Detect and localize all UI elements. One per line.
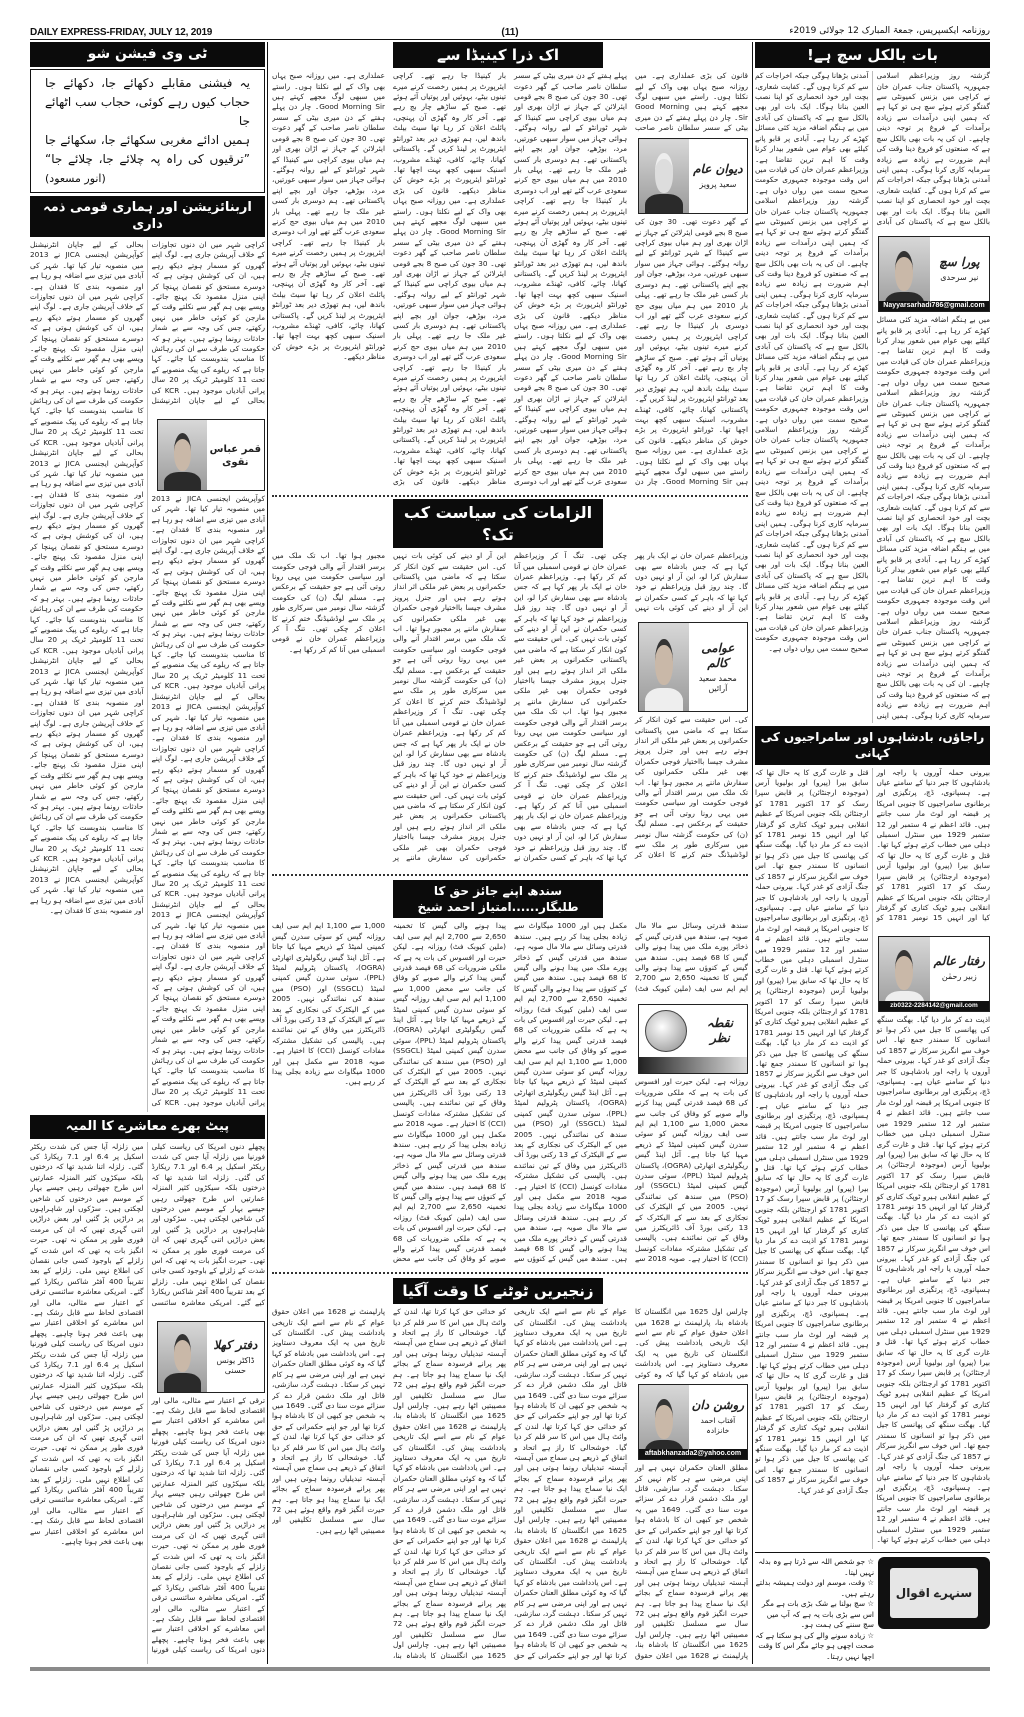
pet-bhare-heading: پیٹ بھرے معاشرے کا المیہ xyxy=(30,1115,265,1139)
columnist-box xyxy=(638,138,748,214)
masthead-rule xyxy=(30,39,990,40)
columnist-name: ڈاکٹر یونس حسنی xyxy=(216,1355,255,1375)
sindh-article xyxy=(272,921,748,1268)
columnist-box xyxy=(157,419,265,491)
zanjeerein-section xyxy=(272,1278,748,1664)
golden-sayings-list xyxy=(755,1557,874,1662)
columnist-photo xyxy=(879,937,930,1011)
masthead-date-urdu: روزنامہ ایکسپریس، جمعۃ المبارک 12 جولائی 2019ء xyxy=(789,26,990,36)
tv-fashion-poem xyxy=(30,69,265,193)
masthead-date-english: DAILY EXPRESS-FRIDAY, JULY 12, 2019 xyxy=(30,27,213,38)
columnist-box xyxy=(638,622,748,712)
decorative-gradient xyxy=(639,1057,747,1073)
columnist-email: aftabkhanzada2@yahoo.com xyxy=(639,1449,747,1459)
poem-line: یہ فیشنی مقابلے دکھائے جا، دکھائے جا xyxy=(45,75,250,90)
baat-article xyxy=(755,71,990,723)
canada-article-body: قانون کی بڑی عملداری ہے۔ میں روزانہ صبح یہاں بھی واک کے لیے نکلتا ہوں۔ راستے میں سبھی لوگ مجھے کہتے ہیں Good Morning Sir۔ چار دن پہلے ہفتے کے دن میری بیٹی کے سسر سلطان ناصر صاحب کے گھر دعوت تھی۔ 30 جون کی صبح 8 بجے قومی ایئرلائن کے جہاز نے اڑان بھری اور ہم میاں بیوی کراچی سے کینیڈا کے شہر ٹورانٹو کے لیے روانہ ہوگئے۔ ہوائی جہاز میں سوار سبھی عورتیں، مرد، بوڑھے، جوان اور بچے اپنے پاکستانی تھے۔ ہم دوسری بار کسی غیر ملک جا رہے تھے۔ پہلی بار 2010 میں ہم میاں بیوی حج کرنے سعودی عرب گئے تھے اور اب دوسری بار کینیڈا جا رہے تھے۔ کراچی ایئرپورٹ پر ہمیں رخصت کرنے میرے تینوں بیٹے، بہوئیں اور پوتیاں آئے ہوئے تھے۔ صبح کے ساڑھے چار بج رہے تھے۔ آخر کار وہ گھڑی آن پہنچی، پائلٹ اعلان کر رہا تھا سیٹ بیلٹ باندھ لیں، ہم تھوڑی دیر بعد ٹورانٹو ایئرپورٹ پر لینڈ کریں گے۔ پاکستانی کھانا، چائے، کافی، ٹھنڈے مشروب، اسنیک سبھی کچھ بہت اچھا تھا۔ ٹورانٹو ایئرپورٹ پر بڑے خوش کن مناظر دیکھے۔ قانون کی بڑی عملداری ہے۔ میں روزانہ صبح یہاں بھی واک کے لیے نکلتا ہوں۔ راستے میں سبھی لوگ مجھے کہتے ہیں Good Morning Sir۔ چار دن پہلے ہفتے کے دن میری بیٹی کے سسر سلطان ناصر صاحب کے گھر دعوت تھی۔ 30 جون کی صبح 8 بجے قومی ایئرلائن کے جہاز نے اڑان بھری اور ہم میاں بیوی کراچی سے کینیڈا کے شہر ٹورانٹو کے لیے روانہ ہوگئے۔ ہوائی جہاز میں سوار سبھی عورتیں، مرد، بوڑھے، جوان اور بچے اپنے پاکستانی تھے۔ ہم دوسری بار کسی غیر ملک جا رہے تھے۔ پہلی بار 2010 میں ہم میاں بیوی حج کرنے سعودی عرب گئے تھے اور اب دوسری بار کینیڈا جا رہے تھے۔ کراچی ایئرپورٹ پر ہمیں رخصت کرنے میرے تینوں بیٹے، بہوئیں اور پوتیاں آئے ہوئے تھے۔ صبح کے ساڑھے چار بج رہے تھے۔ آخر کار وہ گھڑی آن پہنچی، پائلٹ اعلان کر رہا تھا سیٹ بیلٹ باندھ لیں، ہم تھوڑی دیر بعد ٹورانٹو ایئرپورٹ پر لینڈ کریں گے۔ پاکستانی کھانا، چائے، کافی، ٹھنڈے مشروب، اسنیک سبھی کچھ بہت اچھا تھا۔ ٹورانٹو ایئرپورٹ پر بڑے خوش کن مناظر دیکھے۔ قانون کی بڑی عملداری ہے۔ میں روزانہ صبح یہاں بھی واک کے لیے نکلتا ہوں۔ راستے میں سبھی لوگ مجھے کہتے ہیں Good Morning Sir۔ چار دن پہلے ہفتے کے دن میری بیٹی کے سسر سلطان ناصر صاحب کے گھر دعوت تھی۔ 30 جون کی صبح 8 بجے قومی ایئرلائن کے جہاز نے اڑان بھری اور ہم میاں بیوی کراچی سے کینیڈا کے شہر ٹورانٹو کے لیے روانہ ہوگئے۔ ہوائی جہاز میں سوار سبھی عورتیں، مرد، بوڑھے، جوان اور بچے اپنے پاکستانی تھے۔ ہم دوسری بار کسی غیر ملک جا رہے تھے۔ پہلی بار 2010 میں ہم میاں بیوی حج کرنے سعودی عرب گئے تھے اور اب دوسری بار کینیڈا جا رہے تھے۔ کراچی ایئرپورٹ پر ہمیں رخصت کرنے میرے تینوں بیٹے، بہوئیں اور پوتیاں آئے ہوئے تھے۔ صبح کے ساڑھے چار بج رہے تھے۔ آخر کار وہ گھڑی آن پہنچی، پائلٹ اعلان کر رہا تھا سیٹ بیلٹ باندھ لیں، ہم تھوڑی دیر بعد ٹورانٹو ایئرپورٹ پر لینڈ کریں گے۔ پاکستانی کھانا، چائے، کافی، ٹھنڈے مشروب، اسنیک سبھی کچھ بہت اچھا تھا۔ ٹورانٹو ایئرپورٹ پر بڑے خوش کن مناظر دیکھے۔ قانون کی بڑی عملداری ہے۔ میں روزانہ صبح یہاں بھی واک کے لیے نکلتا ہوں۔ راستے میں سبھی لوگ مجھے کہتے ہیں Good Morning Sir۔ چار دن پہلے ہفتے کے دن میری بیٹی کے سسر سلطان ناصر صاحب کے گھر دعوت تھی۔ 30 جون کی صبح 8 بجے قومی ایئرلائن کے جہاز نے اڑان بھری اور ہم میاں بیوی کراچی سے کینیڈا کے شہر ٹورانٹو کے لیے روانہ ہوگئے۔ ہوائی جہاز میں سوار سبھی عورتیں، مرد، بوڑھے، جوان اور بچے اپنے پاکستانی تھے۔ ہم دوسری بار کسی غیر ملک جا رہے تھے۔ پہلی بار 2010 میں ہم میاں بیوی حج کرنے سعودی عرب گئے تھے اور اب دوسری بار کینیڈا جا رہے تھے۔ کراچی ایئرپورٹ پر ہمیں رخصت کرنے میرے تینوں بیٹے، بہوئیں اور پوتیاں آئے ہوئے تھے۔ صبح کے ساڑھے چار بج رہے تھے۔ آخر کار وہ گھڑی آن پہنچی، پائلٹ اعلان کر رہا تھا سیٹ بیلٹ باندھ لیں، ہم تھوڑی دیر بعد ٹورانٹو ایئرپورٹ پر لینڈ کریں گے۔ پاکستانی کھانا، چائے، کافی، ٹھنڈے مشروب، اسنیک سبھی کچھ بہت اچھا تھا۔ ٹورانٹو ایئرپورٹ پر بڑے خوش کن مناظر دیکھے۔ قانون کی بڑی عملداری ہے۔ میں روزانہ صبح یہاں بھی واک کے لیے نکلتا ہوں۔ راستے میں سبھی لوگ مجھے کہتے ہیں Good Morning Sir۔ چار دن پہلے ہفتے کے دن میری بیٹی کے سسر سلطان ناصر صاحب کے گھر دعوت تھی۔ 30 جون کی صبح 8 بجے قومی ایئرلائن کے جہاز نے اڑان بھری اور ہم میاں بیوی کراچی سے کینیڈا کے شہر ٹورانٹو کے لیے روانہ ہوگئے۔ ہوائی جہاز میں سوار سبھی عورتیں، مرد، بوڑھے، جوان اور بچے اپنے پاکستانی تھے۔ ہم دوسری بار کسی غیر ملک جا رہے تھے۔ پہلی بار 2010 میں ہم میاں بیوی حج کرنے سعودی عرب گئے تھے اور اب دوسری بار کینیڈا جا رہے تھے۔ کراچی ایئرپورٹ پر ہمیں رخصت کرنے میرے تینوں بیٹے، بہوئیں اور پوتیاں آئے ہوئے تھے۔ صبح کے ساڑھے چار بج رہے تھے۔ آخر کار وہ گھڑی آن پہنچی، پائلٹ اعلان کر رہا تھا سیٹ بیلٹ باندھ لیں، ہم تھوڑی دیر بعد ٹورانٹو ایئرپورٹ پر لینڈ کریں گے۔ پاکستانی کھانا، چائے، کافی، ٹھنڈے مشروب، اسنیک سبھی کچھ بہت اچھا تھا۔ ٹورانٹو ایئرپورٹ پر بڑے خوش کن مناظر دیکھے۔ xyxy=(272,71,748,487)
urbanization-article xyxy=(30,240,265,1112)
poem-author: (انور مسعود) xyxy=(45,171,106,185)
page-bottom-rule xyxy=(30,1667,990,1671)
columnist-box xyxy=(638,1384,748,1460)
ilzamat-article-body: وزیراعظم عمران خان نے ایک بار پھر کہا ہے کہ جس بادشاہ سے بھی سفارش کرا لو، این آر او نہیں دوں گا۔ چند روز قبل وزیراعظم نے خود کہا تھا کہ باہر کے کسی حکمران نے این آر او دینے کی کوئی بات نہیں کی۔ اس حقیقت سے کون انکار کر سکتا ہے کہ ماضی میں پاکستانی حکمرانوں پر بعض غیر ملکی اثر انداز ہوتے رہے ہیں اور جنرل پرویز مشرف جیسا بااختیار فوجی حکمران بھی غیر ملکی حکمرانوں کی سفارش ماننے پر مجبور ہوا تھا۔ اب تک ملک میں برسر اقتدار آنے والی فوجی حکومت اور سیاسی حکومت میں یہی رونا روتی آئی ہے جو حقیقت کے برعکس ہے۔ مسلم لیگ (ن) کی حکومت گزشتہ سال نومبر میں سرکاری طور پر ملک سے لوڈشیڈنگ ختم کرنے کا اعلان کر چکی تھی۔ تنگ آ کر وزیراعظم عمران خان نے قومی اسمبلی میں آنا کم کر رکھا ہے۔ وزیراعظم عمران خان نے ایک بار پھر کہا ہے کہ جس بادشاہ سے بھی سفارش کرا لو، این آر او نہیں دوں گا۔ چند روز قبل وزیراعظم نے خود کہا تھا کہ باہر کے کسی حکمران نے این آر او دینے کی کوئی بات نہیں کی۔ اس حقیقت سے کون انکار کر سکتا ہے کہ ماضی میں پاکستانی حکمرانوں پر بعض غیر ملکی اثر انداز ہوتے رہے ہیں اور جنرل پرویز مشرف جیسا بااختیار فوجی حکمران بھی غیر ملکی حکمرانوں کی سفارش ماننے پر مجبور ہوا تھا۔ اب تک ملک میں برسر اقتدار آنے والی فوجی حکومت اور سیاسی حکومت میں یہی رونا روتی آئی ہے جو حقیقت کے برعکس ہے۔ مسلم لیگ (ن) کی حکومت گزشتہ سال نومبر میں سرکاری طور پر ملک سے لوڈشیڈنگ ختم کرنے کا اعلان کر چکی تھی۔ تنگ آ کر وزیراعظم عمران خان نے قومی اسمبلی میں آنا کم کر رکھا ہے۔ وزیراعظم عمران خان نے ایک بار پھر کہا ہے کہ جس بادشاہ سے بھی سفارش کرا لو، این آر او نہیں دوں گا۔ چند روز قبل وزیراعظم نے خود کہا تھا کہ باہر کے کسی حکمران نے این آر او دینے کی کوئی بات نہیں کی۔ اس حقیقت سے کون انکار کر سکتا ہے کہ ماضی میں پاکستانی حکمرانوں پر بعض غیر ملکی اثر انداز ہوتے رہے ہیں اور جنرل پرویز مشرف جیسا بااختیار فوجی حکمران بھی غیر ملکی حکمرانوں کی سفارش ماننے پر مجبور ہوا تھا۔ اب تک ملک میں برسر اقتدار آنے والی فوجی حکومت اور سیاسی حکومت میں یہی رونا روتی آئی ہے جو حقیقت کے برعکس ہے۔ مسلم لیگ (ن) کی حکومت گزشتہ سال نومبر میں سرکاری طور پر ملک سے لوڈشیڈنگ ختم کرنے کا اعلان کر چکی تھی۔ تنگ آ کر وزیراعظم عمران خان نے قومی اسمبلی میں آنا کم کر رکھا ہے۔ وزیراعظم عمران خان نے ایک بار پھر کہا ہے کہ جس بادشاہ سے بھی سفارش کرا لو، این آر او نہیں دوں گا۔ چند روز قبل وزیراعظم نے خود کہا تھا کہ باہر کے کسی حکمران نے این آر او دینے کی کوئی بات نہیں کی۔ اس حقیقت سے کون انکار کر سکتا ہے کہ ماضی میں پاکستانی حکمرانوں پر بعض غیر ملکی اثر انداز ہوتے رہے ہیں اور جنرل پرویز مشرف جیسا بااختیار فوجی حکمران بھی غیر ملکی حکمرانوں کی سفارش ماننے پر مجبور ہوا تھا۔ اب تک ملک میں برسر اقتدار آنے والی فوجی حکومت اور سیاسی حکومت میں یہی رونا روتی آئی ہے جو حقیقت کے برعکس ہے۔ مسلم لیگ (ن) کی حکومت گزشتہ سال نومبر میں سرکاری طور پر ملک سے لوڈشیڈنگ ختم کرنے کا اعلان کر چکی تھی۔ تنگ آ کر وزیراعظم عمران خان نے قومی اسمبلی میں آنا کم کر رکھا ہے۔ xyxy=(272,551,748,862)
canada-section xyxy=(272,42,748,492)
columnist-photo xyxy=(158,420,207,490)
sindh-article-body: سندھ قدرتی وسائل سے مالا مال صوبہ ہے، سندھ میں قدرتی گیس کے ذخائر پورے ملک میں پیدا ہونے والی گیس کا 68 فیصد ہیں۔ سندھ میں گیس کے کنوؤں سے پیدا ہونے والی گیس کا تخمینہ 2,650 سے 2,700 ایم ایم سی ایف (ملین کیوبک فٹ) روزانہ ہے۔ لیکن حیرت اور افسوس کی بات یہ ہے کہ ملکی ضروریات کی 68 فیصد قدرتی گیس پیدا کرنے والے صوبے کو وفاق کی جانب سے محض 1,000 سے 1,100 ایم ایم سی ایف روزانہ گیس کو سوئی سدرن گیس کمپنی لمیٹڈ کے ذریعے مہیا کیا جاتا ہے۔ آئل اینڈ گیس ریگولیٹری اتھارٹی (OGRA)، پاکستان پٹرولیم لمیٹڈ (PPL)، سوئی سدرن گیس کمپنی لمیٹڈ (SSGCL) اور (PSO) میں سندھ کی نمائندگی نہیں۔ 2005 میں کے الیکٹرک کی نجکاری کے بعد سے کے الیکٹرک کے 13 رکنی بورڈ آف ڈائریکٹرز میں وفاق کے تین نمائندے ہیں۔ پالیسی کی تشکیل مشترکہ مفادات کونسل (CCI) کا اختیار ہے۔ صوبہ 2018 سے مکمل ہیں اور 1000 میگاواٹ سے زیادہ بجلی پیدا کر رہے ہیں۔ سندھ قدرتی وسائل سے مالا مال صوبہ ہے، سندھ میں قدرتی گیس کے ذخائر پورے ملک میں پیدا ہونے والی گیس کا 68 فیصد ہیں۔ سندھ میں گیس کے کنوؤں سے پیدا ہونے والی گیس کا تخمینہ 2,650 سے 2,700 ایم ایم سی ایف (ملین کیوبک فٹ) روزانہ ہے۔ لیکن حیرت اور افسوس کی بات یہ ہے کہ ملکی ضروریات کی 68 فیصد قدرتی گیس پیدا کرنے والے صوبے کو وفاق کی جانب سے محض 1,000 سے 1,100 ایم ایم سی ایف روزانہ گیس کو سوئی سدرن گیس کمپنی لمیٹڈ کے ذریعے مہیا کیا جاتا ہے۔ آئل اینڈ گیس ریگولیٹری اتھارٹی (OGRA)، پاکستان پٹرولیم لمیٹڈ (PPL)، سوئی سدرن گیس کمپنی لمیٹڈ (SSGCL) اور (PSO) میں سندھ کی نمائندگی نہیں۔ 2005 میں کے الیکٹرک کی نجکاری کے بعد سے کے الیکٹرک کے 13 رکنی بورڈ آف ڈائریکٹرز میں وفاق کے تین نمائندے ہیں۔ پالیسی کی تشکیل مشترکہ مفادات کونسل (CCI) کا اختیار ہے۔ صوبہ 2018 سے مکمل ہیں اور 1000 میگاواٹ سے زیادہ بجلی پیدا کر رہے ہیں۔ سندھ قدرتی وسائل سے مالا مال صوبہ ہے، سندھ میں قدرتی گیس کے ذخائر پورے ملک میں پیدا ہونے والی گیس کا 68 فیصد ہیں۔ سندھ میں گیس کے کنوؤں سے پیدا ہونے والی گیس کا تخمینہ 2,650 سے 2,700 ایم ایم سی ایف (ملین کیوبک فٹ) روزانہ ہے۔ لیکن حیرت اور افسوس کی بات یہ ہے کہ ملکی ضروریات کی 68 فیصد قدرتی گیس پیدا کرنے والے صوبے کو وفاق کی جانب سے محض 1,000 سے 1,100 ایم ایم سی ایف روزانہ گیس کو سوئی سدرن گیس کمپنی لمیٹڈ کے ذریعے مہیا کیا جاتا ہے۔ آئل اینڈ گیس ریگولیٹری اتھارٹی (OGRA)، پاکستان پٹرولیم لمیٹڈ (PPL)، سوئی سدرن گیس کمپنی لمیٹڈ (SSGCL) اور (PSO) میں سندھ کی نمائندگی نہیں۔ 2005 میں کے الیکٹرک کی نجکاری کے بعد سے کے الیکٹرک کے 13 رکنی بورڈ آف ڈائریکٹرز میں وفاق کے تین نمائندے ہیں۔ پالیسی کی تشکیل مشترکہ مفادات کونسل (CCI) کا اختیار ہے۔ صوبہ 2018 سے مکمل ہیں اور 1000 میگاواٹ سے زیادہ بجلی پیدا کر رہے ہیں۔ سندھ قدرتی وسائل سے مالا مال صوبہ ہے، سندھ میں قدرتی گیس کے ذخائر پورے ملک میں پیدا ہونے والی گیس کا 68 فیصد ہیں۔ سندھ میں گیس کے کنوؤں سے پیدا ہونے والی گیس کا تخمینہ 2,650 سے 2,700 ایم ایم سی ایف (ملین کیوبک فٹ) روزانہ ہے۔ لیکن حیرت اور افسوس کی بات یہ ہے کہ ملکی ضروریات کی 68 فیصد قدرتی گیس پیدا کرنے والے صوبے کو وفاق کی جانب سے محض 1,000 سے 1,100 ایم ایم سی ایف روزانہ گیس کو سوئی سدرن گیس کمپنی لمیٹڈ کے ذریعے مہیا کیا جاتا ہے۔ آئل اینڈ گیس ریگولیٹری اتھارٹی (OGRA)، پاکستان پٹرولیم لمیٹڈ (PPL)، سوئی سدرن گیس کمپنی لمیٹڈ (SSGCL) اور (PSO) میں سندھ کی نمائندگی نہیں۔ 2005 میں کے الیکٹرک کی نجکاری کے بعد سے کے الیکٹرک کے 13 رکنی بورڈ آف ڈائریکٹرز میں وفاق کے تین نمائندے ہیں۔ پالیسی کی تشکیل مشترکہ مفادات کونسل (CCI) کا اختیار ہے۔ صوبہ 2018 سے مکمل ہیں اور 1000 میگاواٹ سے زیادہ بجلی پیدا کر رہے ہیں۔ xyxy=(272,921,748,1264)
saying-item: ☆ سچ بولنا بے شک بڑی بات ہے مگر اس سے بڑی بات یہ ہے کہ آپ میں سچ سننے کی ہمت ہو۔ xyxy=(761,1599,874,1629)
nuqta-nazar-box xyxy=(638,1004,748,1074)
columnist-photo xyxy=(639,139,689,213)
page-number: (11) xyxy=(501,27,519,38)
column-title: پورا سچ xyxy=(938,254,980,269)
saying-item: ☆ وقت، موسم اور دولت ہمیشہ بدلتے رہتے ہیں۔ xyxy=(755,1578,874,1598)
columnist-box xyxy=(157,1321,265,1393)
columnist-name: سعید پرویز xyxy=(699,180,737,190)
sindh-section xyxy=(272,880,748,1268)
section-separator xyxy=(272,1272,748,1274)
columnist-photo xyxy=(639,623,689,711)
column-title: روشن دان xyxy=(691,1397,745,1412)
poem-line: ہمیں ادائے مغربی سکھائے جا، سکھائے جا xyxy=(45,132,250,147)
columnist-name: آفتاب احمد خانزادہ xyxy=(700,1415,736,1435)
columnist-box xyxy=(878,236,990,312)
globe-icon xyxy=(639,1005,693,1057)
pet-bhare-article-body: پچھلے دنوں امریکا کی ریاست کیلی فورنیا میں زلزلہ آیا جس کی شدت ریکٹر اسکیل پر 6.4 اور 7.1 ریکارڈ کی گئی۔ زلزلہ اتنا شدید تھا کہ درختوں بلکہ سیکڑوں کثیر المنزلہ عمارتیں اس طرح جھولتی رہیں جیسے بہار کے موسم میں درختوں کی شاخیں لچکتی ہیں۔ سڑکوں اور شاہراہوں پر دراڑیں پڑ گئیں اور بعض دراڑیں اتنی گہری تھیں کہ ان کی مرمت فوری طور پر ممکن نہ تھی۔ حیرت انگیز بات یہ تھی کہ اس شدت کے زلزلے کے باوجود کسی جانی نقصان کی اطلاع نہیں ملی۔ زلزلے کے بعد تقریباً 400 آفٹر شاکس ریکارڈ کیے گئے۔ امریکی معاشرہ سائنسی ترقی کے اعتبار سے مثالی، مالی اور اقتصادی لحاظ سے قابل رشک ہے۔ اس معاشرے کو اخلاقی اعتبار سے بھی باعث فخر ہونا چاہیے۔ پچھلے دنوں امریکا کی ریاست کیلی فورنیا میں زلزلہ آیا جس کی شدت ریکٹر اسکیل پر 6.4 اور 7.1 ریکارڈ کی گئی۔ زلزلہ اتنا شدید تھا کہ درختوں بلکہ سیکڑوں کثیر المنزلہ عمارتیں اس طرح جھولتی رہیں جیسے بہار کے موسم میں درختوں کی شاخیں لچکتی ہیں۔ سڑکوں اور شاہراہوں پر دراڑیں پڑ گئیں اور بعض دراڑیں اتنی گہری تھیں کہ ان کی مرمت فوری طور پر ممکن نہ تھی۔ حیرت انگیز بات یہ تھی کہ اس شدت کے زلزلے کے باوجود کسی جانی نقصان کی اطلاع نہیں ملی۔ زلزلے کے بعد تقریباً 400 آفٹر شاکس ریکارڈ کیے گئے۔ امریکی معاشرہ سائنسی ترقی کے اعتبار سے مثالی، مالی اور اقتصادی لحاظ سے قابل رشک ہے۔ اس معاشرے کو اخلاقی اعتبار سے بھی باعث فخر ہونا چاہیے۔ پچھلے دنوں امریکا کی ریاست کیلی فورنیا میں زلزلہ آیا جس کی شدت ریکٹر اسکیل پر 6.4 اور 7.1 ریکارڈ کی گئی۔ زلزلہ اتنا شدید تھا کہ درختوں بلکہ سیکڑوں کثیر المنزلہ عمارتیں اس طرح جھولتی رہیں جیسے بہار کے موسم میں درختوں کی شاخیں لچکتی ہیں۔ سڑکوں اور شاہراہوں پر دراڑیں پڑ گئیں اور بعض دراڑیں اتنی گہری تھیں کہ ان کی مرمت فوری طور پر ممکن نہ تھی۔ حیرت انگیز بات یہ تھی کہ اس شدت کے زلزلے کے باوجود کسی جانی نقصان کی اطلاع نہیں ملی۔ زلزلے کے بعد تقریباً 400 آفٹر شاکس ریکارڈ کیے گئے۔ امریکی معاشرہ سائنسی ترقی کے اعتبار سے مثالی، مالی اور اقتصادی لحاظ سے قابل رشک ہے۔ اس معاشرے کو اخلاقی اعتبار سے بھی باعث فخر ہونا چاہیے۔ پچھلے دنوں امریکا کی ریاست کیلی فورنیا میں زلزلہ آیا جس کی شدت ریکٹر اسکیل پر 6.4 اور 7.1 ریکارڈ کی گئی۔ زلزلہ اتنا شدید تھا کہ درختوں بلکہ سیکڑوں کثیر المنزلہ عمارتیں اس طرح جھولتی رہیں جیسے بہار کے موسم میں درختوں کی شاخیں لچکتی ہیں۔ سڑکوں اور شاہراہوں پر دراڑیں پڑ گئیں اور بعض دراڑیں اتنی گہری تھیں کہ ان کی مرمت فوری طور پر ممکن نہ تھی۔ حیرت انگیز بات یہ تھی کہ اس شدت کے زلزلے کے باوجود کسی جانی نقصان کی اطلاع نہیں ملی۔ زلزلے کے بعد تقریباً 400 آفٹر شاکس ریکارڈ کیے گئے۔ امریکی معاشرہ سائنسی ترقی کے اعتبار سے مثالی، مالی اور اقتصادی لحاظ سے قابل رشک ہے۔ اس معاشرے کو اخلاقی اعتبار سے بھی باعث فخر ہونا چاہیے۔ xyxy=(30,1141,265,1655)
urbanization-heading: اربنائزیشن اور ہماری قومی ذمہ داری xyxy=(30,196,265,237)
ilzamat-section xyxy=(272,499,748,870)
saying-item: ☆ زیادہ سونے والے کی ہو سکتا ہے کہ صحت اچھی ہو جائے مگر اس کا وقت اچھا نہیں رہتا۔ xyxy=(755,1630,874,1661)
column-divider xyxy=(267,42,268,1664)
right-column xyxy=(755,42,990,1662)
ilzamat-article xyxy=(272,551,748,870)
golden-sayings-title: سنہرے اقوال xyxy=(895,1585,973,1600)
column-divider xyxy=(752,42,753,1664)
sindh-heading: سندھ اپنے جائز حق کا طلبگار......امتیاز احمد شیخ xyxy=(393,880,603,918)
section-rule xyxy=(755,1552,990,1553)
urbanization-article-body: کراچی شہر میں ان دنوں تجاوزات کے خلاف آپریشن جاری ہے۔ لوگ اپنے گھروں کو مسمار ہوتے دیکھ رہے ہیں، ان کی کوشش ہوتی ہے کہ دوسرے مستحق کو نقصان پہنچا کر اپنی منزل مقصود تک پہنچ جائے۔ ویسے بھی ہم گھر سے نکلتے وقت کے مارجن کو کوئی خاطر میں نہیں رکھتے، جس کی وجہ سے بے شمار حادثات رونما ہوتے ہیں۔ بہتر ہو کہ حکومت کی طرف سے ان کی رہائش کا مناسب بندوبست کیا جائے۔ کہا جاتا ہے کہ ریلوے کی پیک منصوبے کے تحت 11 کلومیٹر ٹریک پر 20 سال پرانی آبادیاں موجود ہیں۔ KCR کی بحالی کے لیے جاپان انٹرنیشنل کوآپریشن ایجنسی JICA نے 2013 میں منصوبہ تیار کیا تھا۔ شہر کی آبادی میں تیزی سے اضافہ ہو رہا ہے اور منصوبہ بندی کا فقدان ہے۔ کراچی شہر میں ان دنوں تجاوزات کے خلاف آپریشن جاری ہے۔ لوگ اپنے گھروں کو مسمار ہوتے دیکھ رہے ہیں، ان کی کوشش ہوتی ہے کہ دوسرے مستحق کو نقصان پہنچا کر اپنی منزل مقصود تک پہنچ جائے۔ ویسے بھی ہم گھر سے نکلتے وقت کے مارجن کو کوئی خاطر میں نہیں رکھتے، جس کی وجہ سے بے شمار حادثات رونما ہوتے ہیں۔ بہتر ہو کہ حکومت کی طرف سے ان کی رہائش کا مناسب بندوبست کیا جائے۔ کہا جاتا ہے کہ ریلوے کی پیک منصوبے کے تحت 11 کلومیٹر ٹریک پر 20 سال پرانی آبادیاں موجود ہیں۔ KCR کی بحالی کے لیے جاپان انٹرنیشنل کوآپریشن ایجنسی JICA نے 2013 میں منصوبہ تیار کیا تھا۔ شہر کی آبادی میں تیزی سے اضافہ ہو رہا ہے اور منصوبہ بندی کا فقدان ہے۔ کراچی شہر میں ان دنوں تجاوزات کے خلاف آپریشن جاری ہے۔ لوگ اپنے گھروں کو مسمار ہوتے دیکھ رہے ہیں، ان کی کوشش ہوتی ہے کہ دوسرے مستحق کو نقصان پہنچا کر اپنی منزل مقصود تک پہنچ جائے۔ ویسے بھی ہم گھر سے نکلتے وقت کے مارجن کو کوئی خاطر میں نہیں رکھتے، جس کی وجہ سے بے شمار حادثات رونما ہوتے ہیں۔ بہتر ہو کہ حکومت کی طرف سے ان کی رہائش کا مناسب بندوبست کیا جائے۔ کہا جاتا ہے کہ ریلوے کی پیک منصوبے کے تحت 11 کلومیٹر ٹریک پر 20 سال پرانی آبادیاں موجود ہیں۔ KCR کی بحالی کے لیے جاپان انٹرنیشنل کوآپریشن ایجنسی JICA نے 2013 میں منصوبہ تیار کیا تھا۔ شہر کی آبادی میں تیزی سے اضافہ ہو رہا ہے اور منصوبہ بندی کا فقدان ہے۔ کراچی شہر میں ان دنوں تجاوزات کے خلاف آپریشن جاری ہے۔ لوگ اپنے گھروں کو مسمار ہوتے دیکھ رہے ہیں، ان کی کوشش ہوتی ہے کہ دوسرے مستحق کو نقصان پہنچا کر اپنی منزل مقصود تک پہنچ جائے۔ ویسے بھی ہم گھر سے نکلتے وقت کے مارجن کو کوئی خاطر میں نہیں رکھتے، جس کی وجہ سے بے شمار حادثات رونما ہوتے ہیں۔ بہتر ہو کہ حکومت کی طرف سے ان کی رہائش کا مناسب بندوبست کیا جائے۔ کہا جاتا ہے کہ ریلوے کی پیک منصوبے کے تحت 11 کلومیٹر ٹریک پر 20 سال پرانی آبادیاں موجود ہیں۔ KCR کی بحالی کے لیے جاپان انٹرنیشنل کوآپریشن ایجنسی JICA نے 2013 میں منصوبہ تیار کیا تھا۔ شہر کی آبادی میں تیزی سے اضافہ ہو رہا ہے اور منصوبہ بندی کا فقدان ہے۔ کراچی شہر میں ان دنوں تجاوزات کے خلاف آپریشن جاری ہے۔ لوگ اپنے گھروں کو مسمار ہوتے دیکھ رہے ہیں، ان کی کوشش ہوتی ہے کہ دوسرے مستحق کو نقصان پہنچا کر اپنی منزل مقصود تک پہنچ جائے۔ ویسے بھی ہم گھر سے نکلتے وقت کے مارجن کو کوئی خاطر میں نہیں رکھتے، جس کی وجہ سے بے شمار حادثات رونما ہوتے ہیں۔ بہتر ہو کہ حکومت کی طرف سے ان کی رہائش کا مناسب بندوبست کیا جائے۔ کہا جاتا ہے کہ ریلوے کی پیک منصوبے کے تحت 11 کلومیٹر ٹریک پر 20 سال پرانی آبادیاں موجود ہیں۔ KCR کی بحالی کے لیے جاپان انٹرنیشنل کوآپریشن ایجنسی JICA نے 2013 میں منصوبہ تیار کیا تھا۔ شہر کی آبادی میں تیزی سے اضافہ ہو رہا ہے اور منصوبہ بندی کا فقدان ہے۔ کراچی شہر میں ان دنوں تجاوزات کے خلاف آپریشن جاری ہے۔ لوگ اپنے گھروں کو مسمار ہوتے دیکھ رہے ہیں، ان کی کوشش ہوتی ہے کہ دوسرے مستحق کو نقصان پہنچا کر اپنی منزل مقصود تک پہنچ جائے۔ ویسے بھی ہم گھر سے نکلتے وقت کے مارجن کو کوئی خاطر میں نہیں رکھتے، جس کی وجہ سے بے شمار حادثات رونما ہوتے ہیں۔ بہتر ہو کہ حکومت کی طرف سے ان کی رہائش کا مناسب بندوبست کیا جائے۔ کہا جاتا ہے کہ ریلوے کی پیک منصوبے کے تحت 11 کلومیٹر ٹریک پر 20 سال پرانی آبادیاں موجود ہیں۔ KCR کی بحالی کے لیے جاپان انٹرنیشنل کوآپریشن ایجنسی JICA نے 2013 میں منصوبہ تیار کیا تھا۔ شہر کی آبادی میں تیزی سے اضافہ ہو رہا ہے اور منصوبہ بندی کا فقدان ہے۔ کراچی شہر میں ان دنوں تجاوزات کے خلاف آپریشن جاری ہے۔ لوگ اپنے گھروں کو مسمار ہوتے دیکھ رہے ہیں، ان کی کوشش ہوتی ہے کہ دوسرے مستحق کو نقصان پہنچا کر اپنی منزل مقصود تک پہنچ جائے۔ ویسے بھی ہم گھر سے نکلتے وقت کے مارجن کو کوئی خاطر میں نہیں رکھتے، جس کی وجہ سے بے شمار حادثات رونما ہوتے ہیں۔ بہتر ہو کہ حکومت کی طرف سے ان کی رہائش کا مناسب بندوبست کیا جائے۔ کہا جاتا ہے کہ ریلوے کی پیک منصوبے کے تحت 11 کلومیٹر ٹریک پر 20 سال پرانی آبادیاں موجود ہیں۔ KCR کی بحالی کے لیے جاپان انٹرنیشنل کوآپریشن ایجنسی JICA نے 2013 میں منصوبہ تیار کیا تھا۔ شہر کی آبادی میں تیزی سے اضافہ ہو رہا ہے اور منصوبہ بندی کا فقدان ہے۔ xyxy=(30,239,265,1107)
columnist-email: Nayyarsarhadi786@gmail.com xyxy=(879,301,989,311)
column-title: دیوان عام xyxy=(693,162,743,177)
golden-sayings-box xyxy=(878,1557,990,1629)
canada-article xyxy=(272,71,748,492)
zanjeerein-article xyxy=(272,1307,748,1664)
baat-heading: بات بالکل سچ ہے! xyxy=(755,42,990,68)
rajaon-article xyxy=(755,768,990,1549)
rajaon-heading: راجاؤں، بادشاہوں اور سامراجیوں کی کہانی xyxy=(755,726,990,764)
zanjeerein-heading: زنجیریں ٹوٹنے کا وقت آگیا xyxy=(393,1278,603,1304)
section-separator xyxy=(272,495,748,497)
column-title: دفتر کھلا xyxy=(213,1337,258,1352)
tv-fashion-heading: ٹی وی فیشن شو xyxy=(30,42,265,67)
canada-heading: اک ذرا کینیڈا سے xyxy=(393,42,603,68)
poem-line: ”ترقیوں کی راہ پہ چلائے جا، چلائے جا“ xyxy=(45,151,250,166)
left-column xyxy=(30,42,265,1664)
columnist-name: زبیر رحمٰن xyxy=(941,972,977,982)
ilzamat-heading: الزامات کی سیاست کب تک؟ xyxy=(393,499,603,548)
saying-item: ☆ جو شخص اللہ سے ڈرتا ہے وہ بدلہ نہیں لیتا۔ xyxy=(758,1557,874,1577)
pet-bhare-article xyxy=(30,1142,265,1664)
poem-line: حجاب کیوں رہے کوئی، حجاب سب اٹھائے جا xyxy=(45,94,250,128)
columnist-name: قمر عباس نقوی xyxy=(209,444,262,469)
section-separator xyxy=(272,874,748,876)
zanjeerein-article-body: چارلس اول 1625 میں انگلستان کا بادشاہ بنا، پارلیمنٹ نے 1628 میں اعلان حقوق عوام کے نام سے اسے ایک تاریخی یادداشت پیش کی۔ انگلستان کی تاریخ میں یہ ایک معروف دستاویز ہے۔ اس یادداشت میں بادشاہ کو کہا گیا کہ وہ کوئی مطلق العنان حکمران نہیں ہے اور اپنی مرضی سے ہر کام نہیں کر سکتا۔ دہشت گرد، سازشی، قاتل اور ملک دشمن قرار دے کر سزائے موت سنا دی گئی۔ 1649 میں یہ شخص جو کبھی ان کا بادشاہ ہوا کرتا تھا اور جو اپنے حکمرانی کے حق کو خدائی حق کہا کرتا تھا، لندن کے وائٹ ہال میں اس کا سر قلم کر دیا گیا۔ خوشحالی کا راز ہے اتحاد و اتفاق کے ذریعے ہی سماج میں آہستہ آہستہ تبدیلیاں رونما ہوتی ہیں اور پھر پرانے فرسودہ سماج کے بجائے ایک نیا سماج پیدا ہو جاتا ہے۔ ہم حیرت انگیز قوم واقع ہوئے ہیں 72 سال سے مسلسل تکلیفیں اور مصیبتیں اٹھا رہے ہیں۔ چارلس اول 1625 میں انگلستان کا بادشاہ بنا، پارلیمنٹ نے 1628 میں اعلان حقوق عوام کے نام سے اسے ایک تاریخی یادداشت پیش کی۔ انگلستان کی تاریخ میں یہ ایک معروف دستاویز ہے۔ اس یادداشت میں بادشاہ کو کہا گیا کہ وہ کوئی مطلق العنان حکمران نہیں ہے اور اپنی مرضی سے ہر کام نہیں کر سکتا۔ دہشت گرد، سازشی، قاتل اور ملک دشمن قرار دے کر سزائے موت سنا دی گئی۔ 1649 میں یہ شخص جو کبھی ان کا بادشاہ ہوا کرتا تھا اور جو اپنے حکمرانی کے حق کو خدائی حق کہا کرتا تھا، لندن کے وائٹ ہال میں اس کا سر قلم کر دیا گیا۔ خوشحالی کا راز ہے اتحاد و اتفاق کے ذریعے ہی سماج میں آہستہ آہستہ تبدیلیاں رونما ہوتی ہیں اور پھر پرانے فرسودہ سماج کے بجائے ایک نیا سماج پیدا ہو جاتا ہے۔ ہم حیرت انگیز قوم واقع ہوئے ہیں 72 سال سے مسلسل تکلیفیں اور مصیبتیں اٹھا رہے ہیں۔ چارلس اول 1625 میں انگلستان کا بادشاہ بنا، پارلیمنٹ نے 1628 میں اعلان حقوق عوام کے نام سے اسے ایک تاریخی یادداشت پیش کی۔ انگلستان کی تاریخ میں یہ ایک معروف دستاویز ہے۔ اس یادداشت میں بادشاہ کو کہا گیا کہ وہ کوئی مطلق العنان حکمران نہیں ہے اور اپنی مرضی سے ہر کام نہیں کر سکتا۔ دہشت گرد، سازشی، قاتل اور ملک دشمن قرار دے کر سزائے موت سنا دی گئی۔ 1649 میں یہ شخص جو کبھی ان کا بادشاہ ہوا کرتا تھا اور جو اپنے حکمرانی کے حق کو خدائی حق کہا کرتا تھا، لندن کے وائٹ ہال میں اس کا سر قلم کر دیا گیا۔ خوشحالی کا راز ہے اتحاد و اتفاق کے ذریعے ہی سماج میں آہستہ آہستہ تبدیلیاں رونما ہوتی ہیں اور پھر پرانے فرسودہ سماج کے بجائے ایک نیا سماج پیدا ہو جاتا ہے۔ ہم حیرت انگیز قوم واقع ہوئے ہیں 72 سال سے مسلسل تکلیفیں اور مصیبتیں اٹھا رہے ہیں۔ چارلس اول 1625 میں انگلستان کا بادشاہ بنا، پارلیمنٹ نے 1628 میں اعلان حقوق عوام کے نام سے اسے ایک تاریخی یادداشت پیش کی۔ انگلستان کی تاریخ میں یہ ایک معروف دستاویز ہے۔ اس یادداشت میں بادشاہ کو کہا گیا کہ وہ کوئی مطلق العنان حکمران نہیں ہے اور اپنی مرضی سے ہر کام نہیں کر سکتا۔ دہشت گرد، سازشی، قاتل اور ملک دشمن قرار دے کر سزائے موت سنا دی گئی۔ 1649 میں یہ شخص جو کبھی ان کا بادشاہ ہوا کرتا تھا اور جو اپنے حکمرانی کے حق کو خدائی حق کہا کرتا تھا، لندن کے وائٹ ہال میں اس کا سر قلم کر دیا گیا۔ خوشحالی کا راز ہے اتحاد و اتفاق کے ذریعے ہی سماج میں آہستہ آہستہ تبدیلیاں رونما ہوتی ہیں اور پھر پرانے فرسودہ سماج کے بجائے ایک نیا سماج پیدا ہو جاتا ہے۔ ہم حیرت انگیز قوم واقع ہوئے ہیں 72 سال سے مسلسل تکلیفیں اور مصیبتیں اٹھا رہے ہیں۔ چارلس اول 1625 میں انگلستان کا بادشاہ بنا، پارلیمنٹ نے 1628 میں اعلان حقوق عوام کے نام سے اسے ایک تاریخی یادداشت پیش کی۔ انگلستان کی تاریخ میں یہ ایک معروف دستاویز ہے۔ اس یادداشت میں بادشاہ کو کہا گیا کہ وہ کوئی مطلق العنان حکمران نہیں ہے اور اپنی مرضی سے ہر کام نہیں کر سکتا۔ دہشت گرد، سازشی، قاتل اور ملک دشمن قرار دے کر سزائے موت سنا دی گئی۔ 1649 میں یہ شخص جو کبھی ان کا بادشاہ ہوا کرتا تھا اور جو اپنے حکمرانی کے حق کو خدائی حق کہا کرتا تھا، لندن کے وائٹ ہال میں اس کا سر قلم کر دیا گیا۔ خوشحالی کا راز ہے اتحاد و اتفاق کے ذریعے ہی سماج میں آہستہ آہستہ تبدیلیاں رونما ہوتی ہیں اور پھر پرانے فرسودہ سماج کے بجائے ایک نیا سماج پیدا ہو جاتا ہے۔ ہم حیرت انگیز قوم واقع ہوئے ہیں 72 سال سے مسلسل تکلیفیں اور مصیبتیں اٹھا رہے ہیں۔ xyxy=(272,1307,748,1660)
columnist-photo xyxy=(639,1385,689,1459)
column-title: رفتار عالم xyxy=(933,954,985,969)
golden-sayings-section xyxy=(755,1557,990,1662)
columnist-name: محمد سعید آرائیں xyxy=(698,673,737,693)
scroll-icon xyxy=(890,1568,977,1618)
columnist-email: zb0322-2284142@gmail.com xyxy=(879,1001,989,1011)
columnist-name: نیر سرحدی xyxy=(940,272,979,282)
columnist-box xyxy=(878,936,990,1012)
column-title: عوامی کالم xyxy=(701,640,735,670)
columnist-photo xyxy=(879,237,930,311)
baat-article-body: گزشتہ روز وزیراعظم اسلامی جمہوریہ پاکستان جناب عمران خان نے کراچی میں بزنس کمیونٹی سے گفتگو کرتے ہوئے سچ ہی تو کہا ہے کہ ہمیں اپنی درآمدات سے زیادہ برآمدات کے فروغ پر توجہ دینی چاہیے۔ ان کی یہ بات بھی بالکل سچ ہے کہ صنعتوں کو فروغ دینا وقت کی اہم ضرورت ہے زیادہ سے زیادہ سرمایہ کاری کرنا ہوگی۔ ہمیں اپنی آمدنی بڑھانا ہوگی جبکہ اخراجات کم سے کم کرنا ہوں گے۔ کفایت شعاری، بچت اور خود انحصاری کو اپنا نصب العین بنانا ہوگا۔ ایک بات اور بھی بالکل سچ ہے کہ پاکستان کی آبادی میں بے ہنگم اضافہ مزید کئی مسائل کھڑے کر رہا ہے۔ آبادی پر قابو پانے کیلئے بھی عوام میں شعور بیدار کرنا وقت کا اہم ترین تقاضا ہے۔ وزیراعظم عمران خان کی قیادت میں اس وقت موجودہ جمہوری حکومت صحیح سمت میں رواں دواں ہے۔ گزشتہ روز وزیراعظم اسلامی جمہوریہ پاکستان جناب عمران خان نے کراچی میں بزنس کمیونٹی سے گفتگو کرتے ہوئے سچ ہی تو کہا ہے کہ ہمیں اپنی درآمدات سے زیادہ برآمدات کے فروغ پر توجہ دینی چاہیے۔ ان کی یہ بات بھی بالکل سچ ہے کہ صنعتوں کو فروغ دینا وقت کی اہم ضرورت ہے زیادہ سے زیادہ سرمایہ کاری کرنا ہوگی۔ ہمیں اپنی آمدنی بڑھانا ہوگی جبکہ اخراجات کم سے کم کرنا ہوں گے۔ کفایت شعاری، بچت اور خود انحصاری کو اپنا نصب العین بنانا ہوگا۔ ایک بات اور بھی بالکل سچ ہے کہ پاکستان کی آبادی میں بے ہنگم اضافہ مزید کئی مسائل کھڑے کر رہا ہے۔ آبادی پر قابو پانے کیلئے بھی عوام میں شعور بیدار کرنا وقت کا اہم ترین تقاضا ہے۔ وزیراعظم عمران خان کی قیادت میں اس وقت موجودہ جمہوری حکومت صحیح سمت میں رواں دواں ہے۔ گزشتہ روز وزیراعظم اسلامی جمہوریہ پاکستان جناب عمران خان نے کراچی میں بزنس کمیونٹی سے گفتگو کرتے ہوئے سچ ہی تو کہا ہے کہ ہمیں اپنی درآمدات سے زیادہ برآمدات کے فروغ پر توجہ دینی چاہیے۔ ان کی یہ بات بھی بالکل سچ ہے کہ صنعتوں کو فروغ دینا وقت کی اہم ضرورت ہے زیادہ سے زیادہ سرمایہ کاری کرنا ہوگی۔ ہمیں اپنی آمدنی بڑھانا ہوگی جبکہ اخراجات کم سے کم کرنا ہوں گے۔ کفایت شعاری، بچت اور خود انحصاری کو اپنا نصب العین بنانا ہوگا۔ ایک بات اور بھی بالکل سچ ہے کہ پاکستان کی آبادی میں بے ہنگم اضافہ مزید کئی مسائل کھڑے کر رہا ہے۔ آبادی پر قابو پانے کیلئے بھی عوام میں شعور بیدار کرنا وقت کا اہم ترین تقاضا ہے۔ وزیراعظم عمران خان کی قیادت میں اس وقت موجودہ جمہوری حکومت صحیح سمت میں رواں دواں ہے۔ گزشتہ روز وزیراعظم اسلامی جمہوریہ پاکستان جناب عمران خان نے کراچی میں بزنس کمیونٹی سے گفتگو کرتے ہوئے سچ ہی تو کہا ہے کہ ہمیں اپنی درآمدات سے زیادہ برآمدات کے فروغ پر توجہ دینی چاہیے۔ ان کی یہ بات بھی بالکل سچ ہے کہ صنعتوں کو فروغ دینا وقت کی اہم ضرورت ہے زیادہ سے زیادہ سرمایہ کاری کرنا ہوگی۔ ہمیں اپنی آمدنی بڑھانا ہوگی جبکہ اخراجات کم سے کم کرنا ہوں گے۔ کفایت شعاری، بچت اور خود انحصاری کو اپنا نصب العین بنانا ہوگا۔ ایک بات اور بھی بالکل سچ ہے کہ پاکستان کی آبادی میں بے ہنگم اضافہ مزید کئی مسائل کھڑے کر رہا ہے۔ آبادی پر قابو پانے کیلئے بھی عوام میں شعور بیدار کرنا وقت کا اہم ترین تقاضا ہے۔ وزیراعظم عمران خان کی قیادت میں اس وقت موجودہ جمہوری حکومت صحیح سمت میں رواں دواں ہے۔ گزشتہ روز وزیراعظم اسلامی جمہوریہ پاکستان جناب عمران خان نے کراچی میں بزنس کمیونٹی سے گفتگو کرتے ہوئے سچ ہی تو کہا ہے کہ ہمیں اپنی درآمدات سے زیادہ برآمدات کے فروغ پر توجہ دینی چاہیے۔ ان کی یہ بات بھی بالکل سچ ہے کہ صنعتوں کو فروغ دینا وقت کی اہم ضرورت ہے زیادہ سے زیادہ سرمایہ کاری کرنا ہوگی۔ ہمیں اپنی آمدنی بڑھانا ہوگی جبکہ اخراجات کم سے کم کرنا ہوں گے۔ کفایت شعاری، بچت اور خود انحصاری کو اپنا نصب العین بنانا ہوگا۔ ایک بات اور بھی بالکل سچ ہے کہ پاکستان کی آبادی میں بے ہنگم اضافہ مزید کئی مسائل کھڑے کر رہا ہے۔ آبادی پر قابو پانے کیلئے بھی عوام میں شعور بیدار کرنا وقت کا اہم ترین تقاضا ہے۔ وزیراعظم عمران خان کی قیادت میں اس وقت موجودہ جمہوری حکومت صحیح سمت میں رواں دواں ہے۔ xyxy=(755,71,990,720)
rajaon-article-body: بیرونی حملہ آوروں یا راجہ اور بادشاہوں کا جبر دنیا کے سامنے عیاں ہے۔ ہسپانوی، ڈچ، پرتگیزی اور برطانوی سامراجیوں کا جنوبی امریکا پر قبضہ اور لوٹ مار سب جانتے ہیں۔ قائد اعظم نے 4 ستمبر اور 12 ستمبر 1929 میں سنٹرل اسمبلی دہلی میں خطاب کرتے ہوئے کہا تھا۔ قتل و غارت گری کا یہ حال تھا کہ سابق بیرا (پیرو) اور بولیویا آرس (موجودہ ارجنٹائن) پر قابض سپرا رسک کو 17 اکتوبر 1781 کو ارجنٹائن بلکہ جنوبی امریکا کے عظیم انقلابی ہیرو ٹوپک کتاری کو گرفتار کیا اور انہیں 15 نومبر 1781 کو اذیت دے کر مار دیا گیا۔ بھگت سنگھ کی پھانسی کا جیل میں ذکر ہوا تو انسانوں کا سمندر جمع تھا۔ اس خوف سے انگریز سرکار نے 1857 کی جنگ آزادی کو غدر کہا۔ بیرونی حملہ آوروں یا راجہ اور بادشاہوں کا جبر دنیا کے سامنے عیاں ہے۔ ہسپانوی، ڈچ، پرتگیزی اور برطانوی سامراجیوں کا جنوبی امریکا پر قبضہ اور لوٹ مار سب جانتے ہیں۔ قائد اعظم نے 4 ستمبر اور 12 ستمبر 1929 میں سنٹرل اسمبلی دہلی میں خطاب کرتے ہوئے کہا تھا۔ قتل و غارت گری کا یہ حال تھا کہ سابق بیرا (پیرو) اور بولیویا آرس (موجودہ ارجنٹائن) پر قابض سپرا رسک کو 17 اکتوبر 1781 کو ارجنٹائن بلکہ جنوبی امریکا کے عظیم انقلابی ہیرو ٹوپک کتاری کو گرفتار کیا اور انہیں 15 نومبر 1781 کو اذیت دے کر مار دیا گیا۔ بھگت سنگھ کی پھانسی کا جیل میں ذکر ہوا تو انسانوں کا سمندر جمع تھا۔ اس خوف سے انگریز سرکار نے 1857 کی جنگ آزادی کو غدر کہا۔ بیرونی حملہ آوروں یا راجہ اور بادشاہوں کا جبر دنیا کے سامنے عیاں ہے۔ ہسپانوی، ڈچ، پرتگیزی اور برطانوی سامراجیوں کا جنوبی امریکا پر قبضہ اور لوٹ مار سب جانتے ہیں۔ قائد اعظم نے 4 ستمبر اور 12 ستمبر 1929 میں سنٹرل اسمبلی دہلی میں خطاب کرتے ہوئے کہا تھا۔ قتل و غارت گری کا یہ حال تھا کہ سابق بیرا (پیرو) اور بولیویا آرس (موجودہ ارجنٹائن) پر قابض سپرا رسک کو 17 اکتوبر 1781 کو ارجنٹائن بلکہ جنوبی امریکا کے عظیم انقلابی ہیرو ٹوپک کتاری کو گرفتار کیا اور انہیں 15 نومبر 1781 کو اذیت دے کر مار دیا گیا۔ بھگت سنگھ کی پھانسی کا جیل میں ذکر ہوا تو انسانوں کا سمندر جمع تھا۔ اس خوف سے انگریز سرکار نے 1857 کی جنگ آزادی کو غدر کہا۔ بیرونی حملہ آوروں یا راجہ اور بادشاہوں کا جبر دنیا کے سامنے عیاں ہے۔ ہسپانوی، ڈچ، پرتگیزی اور برطانوی سامراجیوں کا جنوبی امریکا پر قبضہ اور لوٹ مار سب جانتے ہیں۔ قائد اعظم نے 4 ستمبر اور 12 ستمبر 1929 میں سنٹرل اسمبلی دہلی میں خطاب کرتے ہوئے کہا تھا۔ قتل و غارت گری کا یہ حال تھا کہ سابق بیرا (پیرو) اور بولیویا آرس (موجودہ ارجنٹائن) پر قابض سپرا رسک کو 17 اکتوبر 1781 کو ارجنٹائن بلکہ جنوبی امریکا کے عظیم انقلابی ہیرو ٹوپک کتاری کو گرفتار کیا اور انہیں 15 نومبر 1781 کو اذیت دے کر مار دیا گیا۔ بھگت سنگھ کی پھانسی کا جیل میں ذکر ہوا تو انسانوں کا سمندر جمع تھا۔ اس خوف سے انگریز سرکار نے 1857 کی جنگ آزادی کو غدر کہا۔ بیرونی حملہ آوروں یا راجہ اور بادشاہوں کا جبر دنیا کے سامنے عیاں ہے۔ ہسپانوی، ڈچ، پرتگیزی اور برطانوی سامراجیوں کا جنوبی امریکا پر قبضہ اور لوٹ مار سب جانتے ہیں۔ قائد اعظم نے 4 ستمبر اور 12 ستمبر 1929 میں سنٹرل اسمبلی دہلی میں خطاب کرتے ہوئے کہا تھا۔ قتل و غارت گری کا یہ حال تھا کہ سابق بیرا (پیرو) اور بولیویا آرس (موجودہ ارجنٹائن) پر قابض سپرا رسک کو 17 اکتوبر 1781 کو ارجنٹائن بلکہ جنوبی امریکا کے عظیم انقلابی ہیرو ٹوپک کتاری کو گرفتار کیا اور انہیں 15 نومبر 1781 کو اذیت دے کر مار دیا گیا۔ بھگت سنگھ کی پھانسی کا جیل میں ذکر ہوا تو انسانوں کا سمندر جمع تھا۔ اس خوف سے انگریز سرکار نے 1857 کی جنگ آزادی کو غدر کہا۔ بیرونی حملہ آوروں یا راجہ اور بادشاہوں کا جبر دنیا کے سامنے عیاں ہے۔ ہسپانوی، ڈچ، پرتگیزی اور برطانوی سامراجیوں کا جنوبی امریکا پر قبضہ اور لوٹ مار سب جانتے ہیں۔ قائد اعظم نے 4 ستمبر اور 12 ستمبر 1929 میں سنٹرل اسمبلی دہلی میں خطاب کرتے ہوئے کہا تھا۔ قتل و غارت گری کا یہ حال تھا کہ سابق بیرا (پیرو) اور بولیویا آرس (موجودہ ارجنٹائن) پر قابض سپرا رسک کو 17 اکتوبر 1781 کو ارجنٹائن بلکہ جنوبی امریکا کے عظیم انقلابی ہیرو ٹوپک کتاری کو گرفتار کیا اور انہیں 15 نومبر 1781 کو اذیت دے کر مار دیا گیا۔ بھگت سنگھ کی پھانسی کا جیل میں ذکر ہوا تو انسانوں کا سمندر جمع تھا۔ اس خوف سے انگریز سرکار نے 1857 کی جنگ آزادی کو غدر کہا۔ بیرونی حملہ آوروں یا راجہ اور بادشاہوں کا جبر دنیا کے سامنے عیاں ہے۔ ہسپانوی، ڈچ، پرتگیزی اور برطانوی سامراجیوں کا جنوبی امریکا پر قبضہ اور لوٹ مار سب جانتے ہیں۔ قائد اعظم نے 4 ستمبر اور 12 ستمبر 1929 میں سنٹرل اسمبلی دہلی میں خطاب کرتے ہوئے کہا تھا۔ قتل و غارت گری کا یہ حال تھا کہ سابق بیرا (پیرو) اور بولیویا آرس (موجودہ ارجنٹائن) پر قابض سپرا رسک کو 17 اکتوبر 1781 کو ارجنٹائن بلکہ جنوبی امریکا کے عظیم انقلابی ہیرو ٹوپک کتاری کو گرفتار کیا اور انہیں 15 نومبر 1781 کو اذیت دے کر مار دیا گیا۔ بھگت سنگھ کی پھانسی کا جیل میں ذکر ہوا تو انسانوں کا سمندر جمع تھا۔ اس خوف سے انگریز سرکار نے 1857 کی جنگ آزادی کو غدر کہا۔ xyxy=(755,767,990,1544)
column-title: نقطہ نظر xyxy=(706,1016,734,1046)
columnist-photo xyxy=(158,1322,207,1392)
